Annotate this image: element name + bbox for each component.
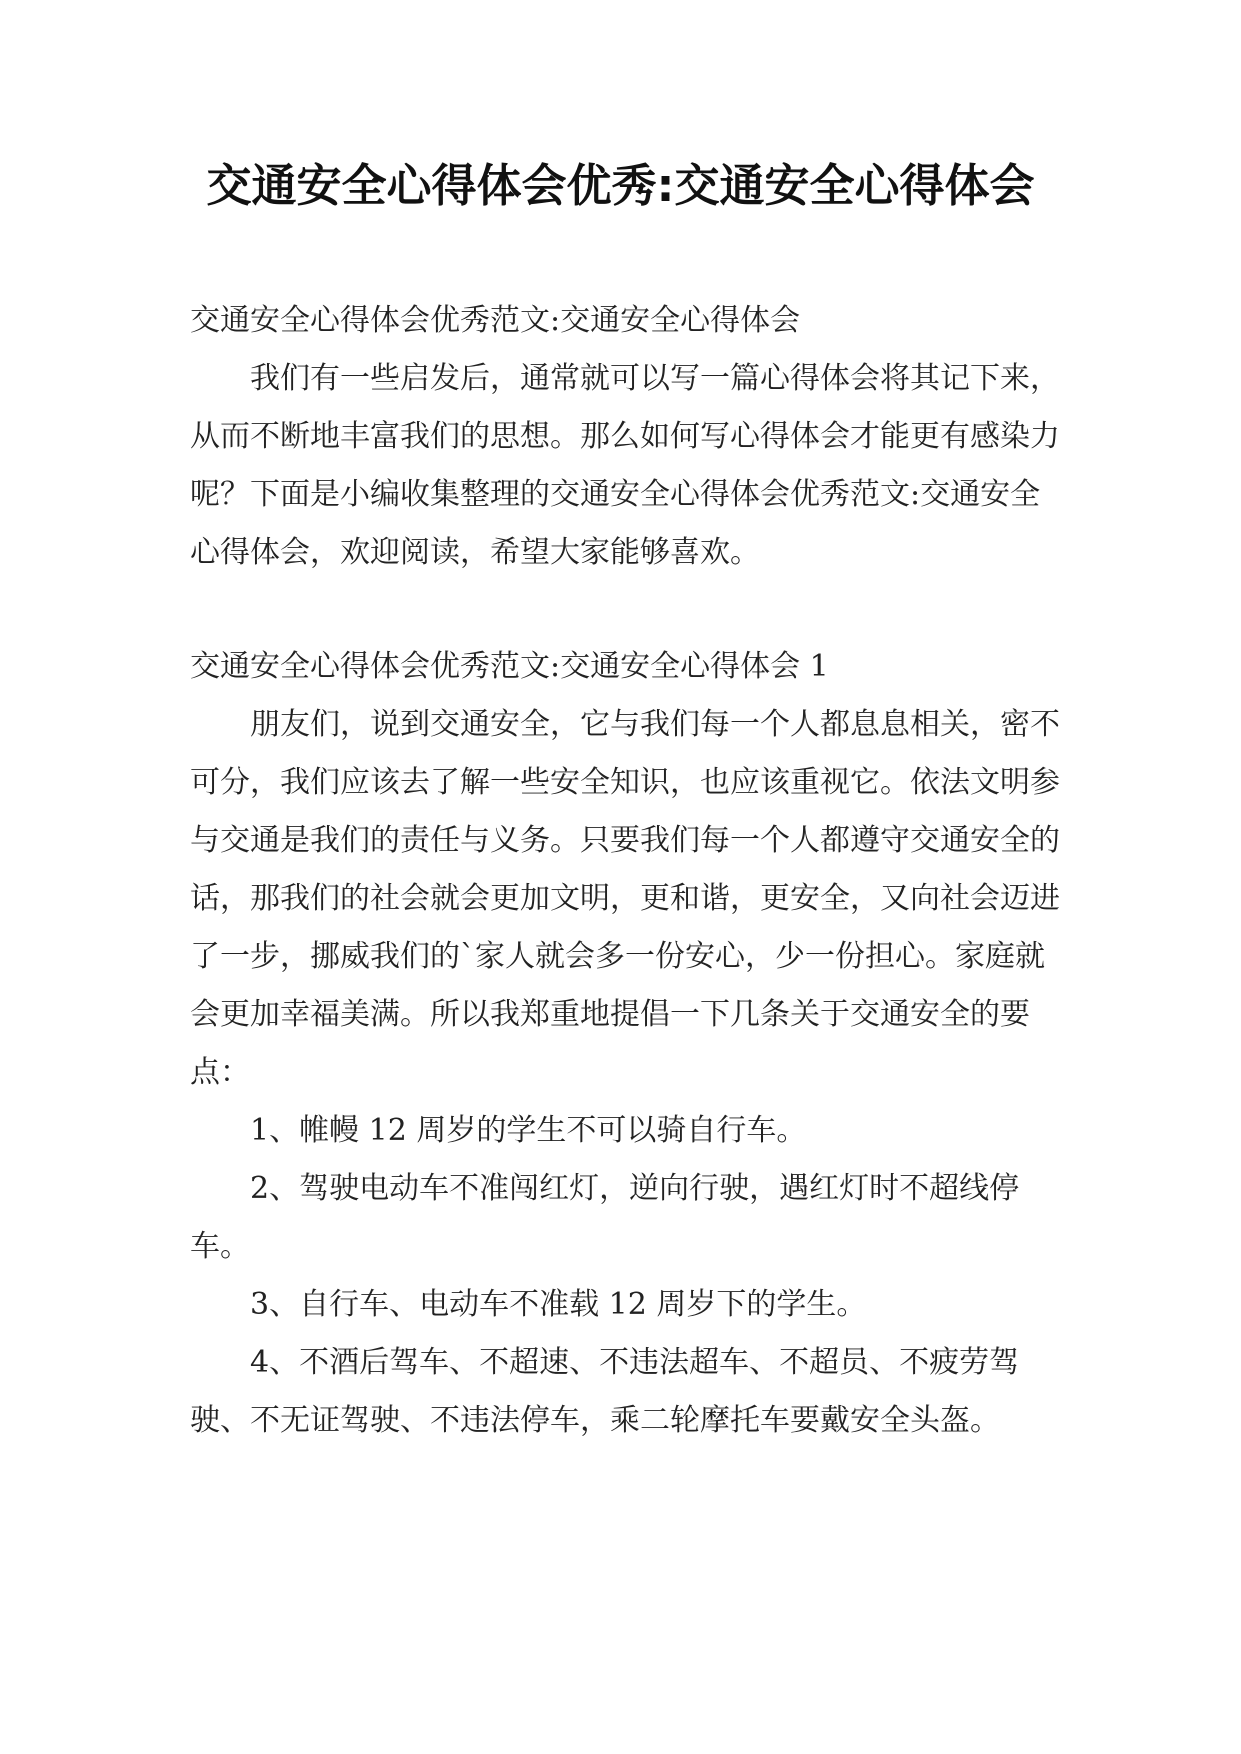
- point-item: 3、自行车、电动车不准载 12 周岁下的学生。: [250, 1287, 867, 1322]
- intro-heading: 交通安全心得体会优秀范文:交通安全心得体会: [190, 303, 801, 338]
- document-body: [190, 292, 1060, 1450]
- intro-paragraph: 我们有一些启发后，通常就可以写一篇心得体会将其记下来，从而不断地丰富我们的思想。那么如何写心得体会才能更有感染力呢？下面是小编收集整理的交通安全心得体会优秀范文:交通安全心得体会，欢迎阅读，希望大家能够喜欢。: [190, 361, 1060, 570]
- section-spacer: [190, 582, 1060, 638]
- point-item: 1、帷幔 12 周岁的学生不可以骑自行车。: [250, 1113, 807, 1148]
- document-title: 交通安全心得体会优秀:交通安全心得体会: [206, 159, 1035, 212]
- section-paragraph: 朋友们，说到交通安全，它与我们每一个人都息息相关，密不可分，我们应该去了解一些安全知识，也应该重视它。依法文明参与交通是我们的责任与义务。只要我们每一个人都遵守交通安全的话，那我们的社会就会更加文明，更和谐，更安全，又向社会迈进了一步，挪威我们的`家人就会多一份安心，少一份担心。家庭就会更加幸福美满。所以我郑重地提倡一下几条关于交通安全的要点：: [190, 707, 1060, 1090]
- section-heading: 交通安全心得体会优秀范文:交通安全心得体会 1: [190, 649, 829, 684]
- point-item: 2、驾驶电动车不准闯红灯，逆向行驶，遇红灯时不超线停车。: [190, 1171, 1020, 1264]
- point-item: 4、不酒后驾车、不超速、不违法超车、不超员、不疲劳驾驶、不无证驾驶、不违法停车，乘二轮摩托车要戴安全头盔。: [190, 1345, 1020, 1438]
